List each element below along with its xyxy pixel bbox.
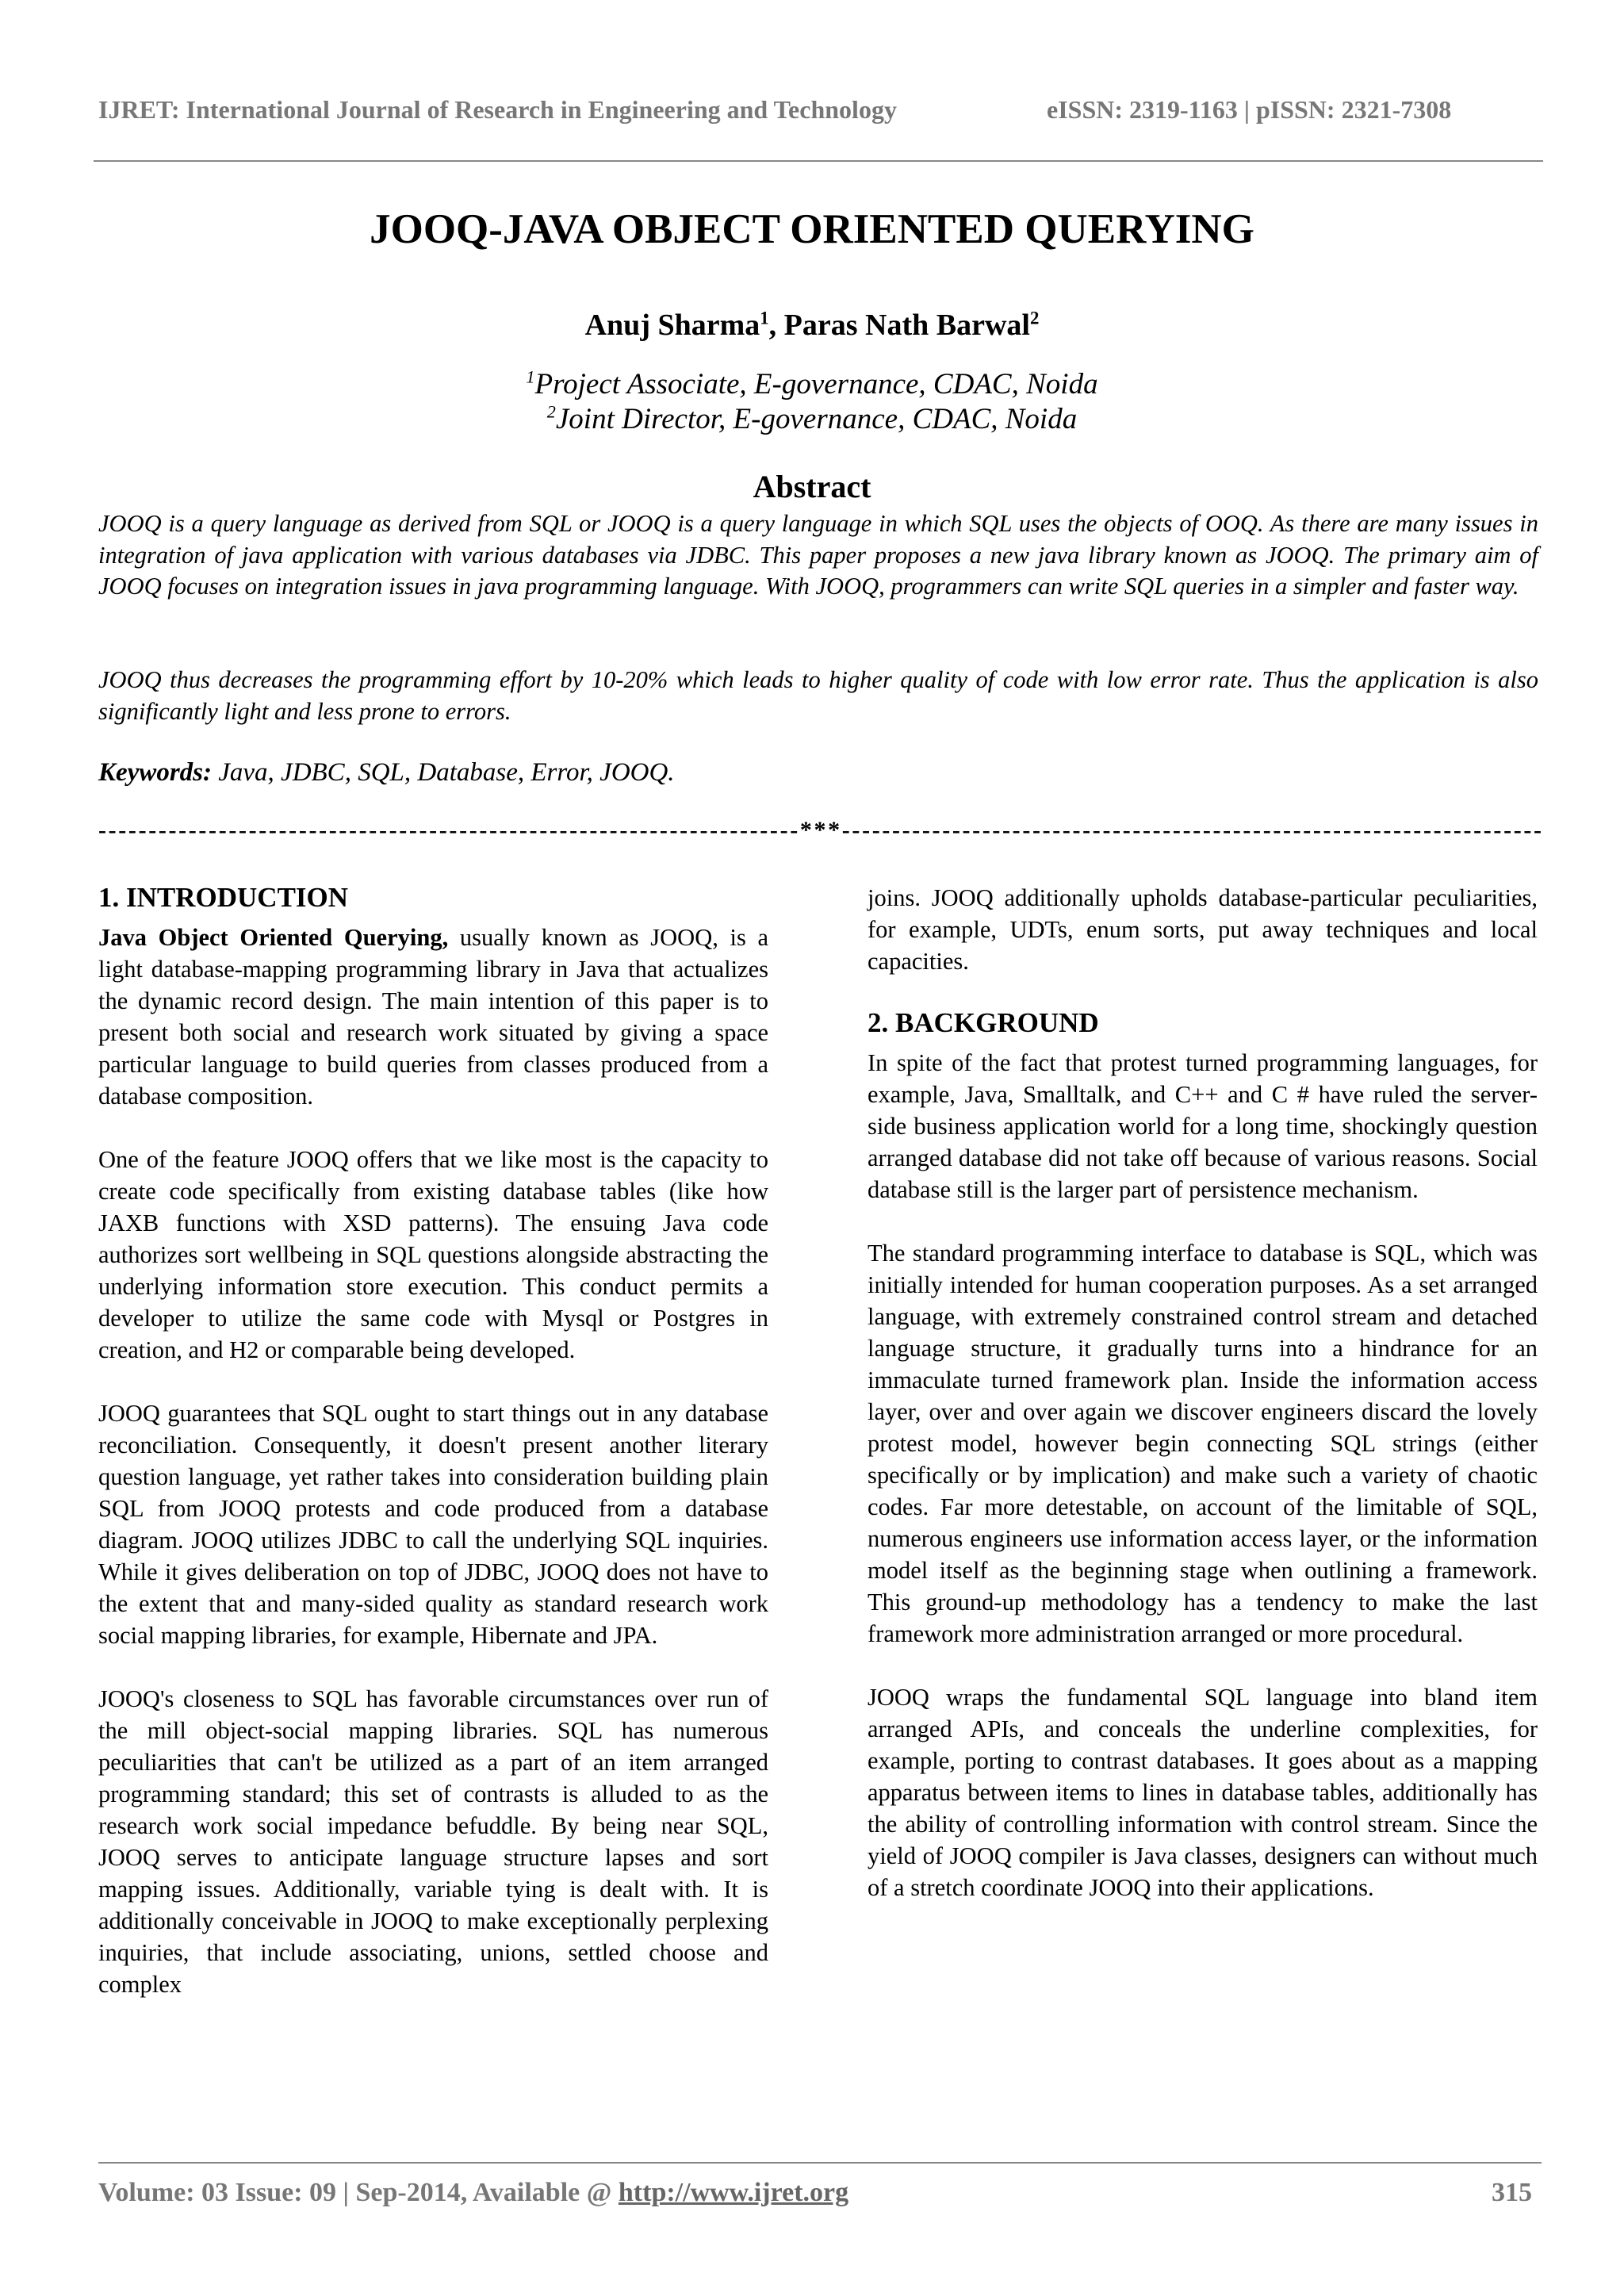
affiliation-1 xyxy=(0,367,1624,401)
background-heading: 2. BACKGROUND xyxy=(868,1007,1099,1038)
journal-url-link[interactable]: http://www.ijret.org xyxy=(618,2178,849,2207)
affiliation-2 xyxy=(0,402,1624,436)
issn-info: eISSN: 2319-1163 | pISSN: 2321-7308 xyxy=(1047,95,1452,124)
abstract-paragraph-1: JOOQ is a query language as derived from SQL or JOOQ is a query language in which SQL uses the objects of OOQ. As there are many issues in integration of java application with various databases via JDBC. This paper proposes a new java library known as JOOQ. The primary aim of JOOQ focuses on integration issues in java programming language. With JOOQ, programmers can write SQL queries in a simpler and faster way. xyxy=(98,510,1538,600)
section-separator xyxy=(98,806,1542,853)
paper-title: JOOQ-JAVA OBJECT ORIENTED QUERYING xyxy=(370,206,1254,252)
intro-paragraph-1-text: usually known as JOOQ, is a light database-mapping programming library in Java that actualizes the dynamic record design. The main intention of this paper is to present both social and research work situated by giving a space particular language to build queries from classes produced from a database composition. xyxy=(98,924,768,1110)
background-paragraph-1: In spite of the fact that protest turned programming languages, for example, Java, Smalltalk, and C++ and C # have ruled the server-side business application world for a long time, shockingly question arranged database did not take off because of various reasons. Social database still is the larger part of persistence mechanism. xyxy=(868,1049,1538,1203)
header-rule xyxy=(94,160,1543,162)
author-line xyxy=(0,308,1624,343)
intro-paragraph-3: JOOQ guarantees that SQL ought to start things out in any database reconciliation. Consequently, it doesn't present another literary question language, yet rather takes into consideration building plain SQL from JOOQ protests and code produced from a database diagram. JOOQ utilizes JDBC to call the underlying SQL inquiries. While it gives deliberation on top of JDBC, JOOQ does not have to the extent that and many-sided quality as standard research work social mapping libraries, for example, Hibernate and JPA. xyxy=(98,1400,768,1649)
right-column xyxy=(868,882,1538,1903)
intro-paragraph-2: One of the feature JOOQ offers that we like most is the capacity to create code specifically from existing database tables (like how JAXB functions with XSD patterns). The ensuing Java code authorizes sort wellbeing in SQL questions alongside abstracting the underlying information store execution. This conduct permits a developer to utilize the same code with Mysql or Postgres in creation, and H2 or comparable being developed. xyxy=(98,1146,768,1363)
intro-paragraph-1 xyxy=(98,922,768,1112)
intro-paragraph-4: JOOQ's closeness to SQL has favorable circumstances over run of the mill object-social mapping libraries. SQL has numerous peculiarities that can't be utilized as a part of an item arranged programming standard; this set of contrasts is alluded to as the research work social impedance befuddle. By being near SQL, JOOQ serves to anticipate language structure lapses and sort mapping issues. Additionally, variable tying is dealt with. It is additionally conceivable in JOOQ to make exceptionally perplexing inquiries, that include associating, unions, settled choose and complex xyxy=(98,1685,768,1998)
author-2-name: Paras Nath Barwal xyxy=(783,309,1030,342)
footer-text: Volume: 03 Issue: 09 | Sep-2014, Available @ xyxy=(98,2178,619,2207)
keywords-text: Java, JDBC, SQL, Database, Error, JOOQ. xyxy=(212,758,675,787)
affiliation-1-mark: 1 xyxy=(526,366,535,387)
intro-lead-term: Java Object Oriented Querying, xyxy=(98,924,449,951)
footer-rule xyxy=(98,2162,1542,2164)
separator-text: ----------------------------------------------------------------------***---------------------------------------------------------------------- xyxy=(98,817,1542,843)
author-separator: , xyxy=(768,309,784,342)
intro-paragraph-4-continued: joins. JOOQ additionally upholds database-particular peculiarities, for example, UDTs, enum sorts, put away techniques and local capacities. xyxy=(868,884,1538,975)
author-2-mark: 2 xyxy=(1029,308,1040,328)
keywords xyxy=(98,758,675,788)
keywords-label: Keywords: xyxy=(98,758,212,787)
page-number: 315 xyxy=(1492,2178,1532,2207)
abstract-paragraph-2: JOOQ thus decreases the programming effort by 10-20% which leads to higher quality of code with low error rate. Thus the application is also significantly light and less prone to errors. xyxy=(98,666,1538,725)
journal-name: IJRET: International Journal of Research in Engineering and Technology xyxy=(98,95,897,124)
background-paragraph-3: JOOQ wraps the fundamental SQL language into bland item arranged APIs, and conceals the underline complexities, for example, porting to contrast databases. It goes about as a mapping apparatus between items to lines in database tables, additionally has the ability of controlling information with control stream. Since the yield of JOOQ compiler is Java classes, designers can without much of a stretch coordinate JOOQ into their applications. xyxy=(868,1684,1538,1901)
author-1-mark: 1 xyxy=(760,308,769,328)
abstract-heading: Abstract xyxy=(753,469,871,504)
author-1-name: Anuj Sharma xyxy=(584,309,760,342)
introduction-heading: 1. INTRODUCTION xyxy=(98,882,349,913)
affiliation-2-mark: 2 xyxy=(546,401,556,422)
affiliation-2-text: Joint Director, E-governance, CDAC, Noida xyxy=(555,403,1078,435)
affiliation-1-text: Project Associate, E-governance, CDAC, Noida xyxy=(534,368,1098,401)
left-column xyxy=(98,882,768,2000)
background-paragraph-2: The standard programming interface to database is SQL, which was initially intended for human cooperation purposes. As a set arranged language, with extremely constrained control stream and detached language structure, it gradually turns into a hindrance for an immaculate turned framework plan. Inside the information access layer, over and over again we discover engineers discard the lovely protest model, however begin connecting SQL strings (either specifically or by implication) and make such a variety of chaotic codes. Far more detestable, on account of the limitable of SQL, numerous engineers use information access layer, or the information model itself as the beginning stage when outlining a framework. This ground-up methodology has a tendency to make the last framework more administration arranged or more procedural. xyxy=(868,1240,1538,1647)
running-footer xyxy=(98,2178,1542,2208)
